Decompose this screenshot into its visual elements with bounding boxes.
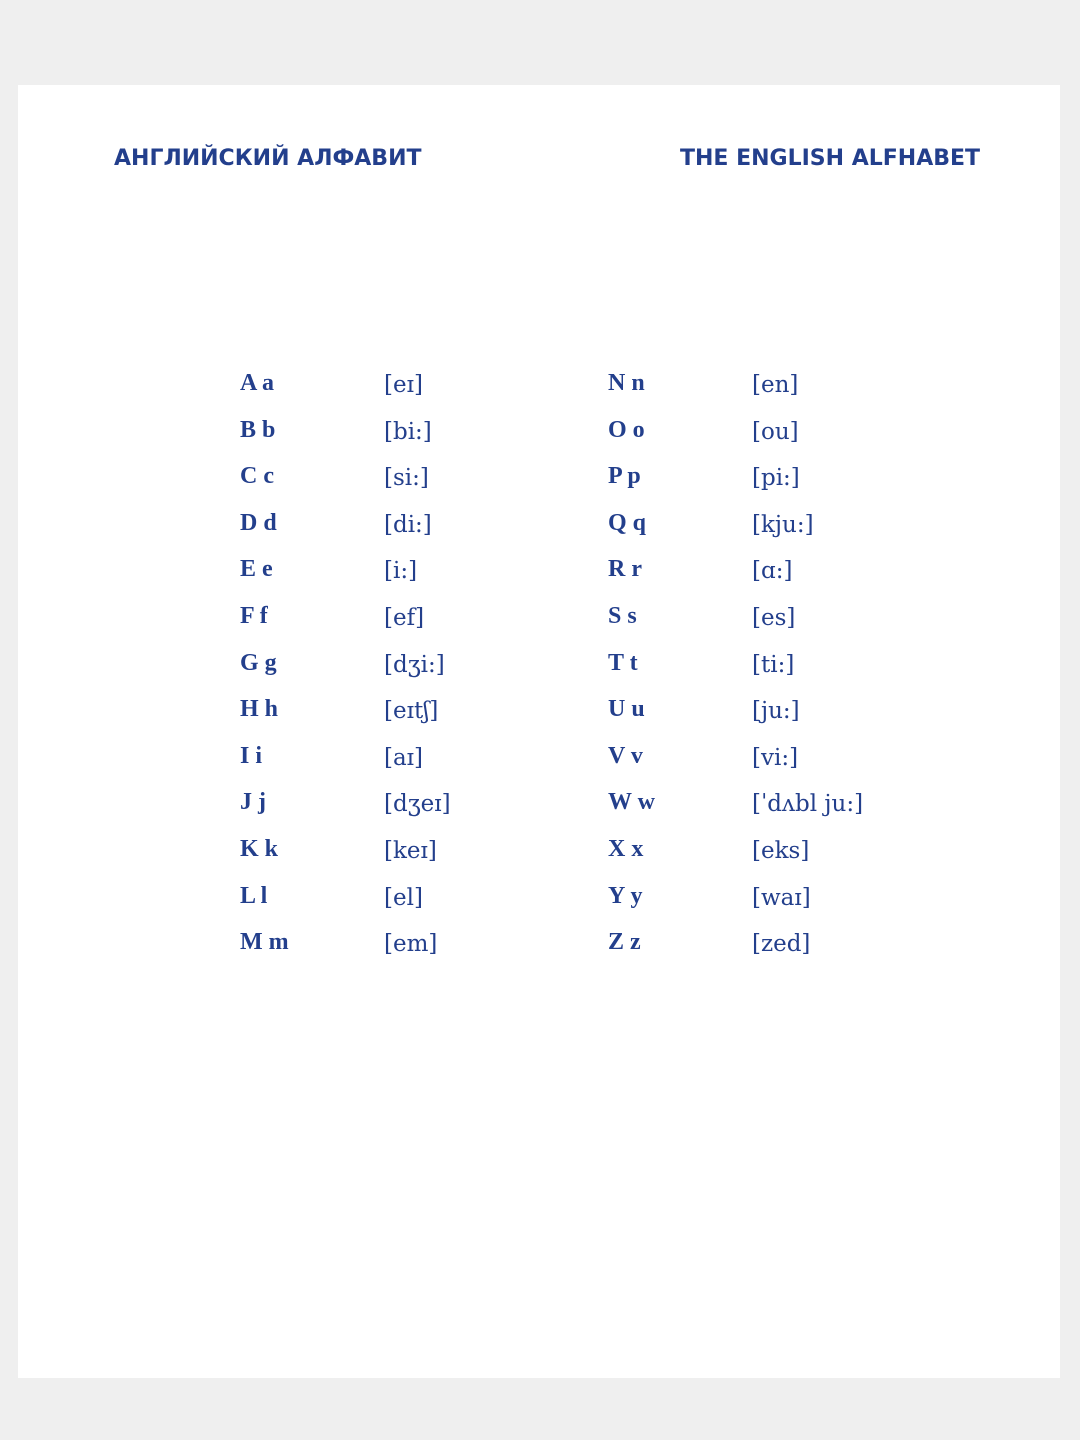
letter: D d: [240, 509, 277, 536]
letter-row-a: [240, 368, 560, 415]
letter-row-c: [240, 461, 560, 508]
letter-row-w: [608, 787, 928, 834]
transcription: [vi:]: [752, 744, 799, 771]
letter: E e: [240, 556, 273, 583]
letter-row-v: [608, 741, 928, 788]
letter: X x: [608, 835, 644, 862]
transcription: [bi:]: [384, 418, 432, 445]
letter: R r: [608, 556, 642, 583]
transcription: [aɪ]: [384, 744, 424, 771]
letter: S s: [608, 602, 637, 629]
letter-row-j: [240, 787, 560, 834]
transcription: [en]: [752, 372, 799, 398]
letter-row-k: [240, 834, 560, 881]
transcription: [di:]: [384, 511, 432, 538]
letter: O o: [608, 416, 645, 443]
letter-row-d: [240, 508, 560, 555]
alphabet-page: [18, 85, 1060, 1378]
letter-row-h: [240, 694, 560, 741]
alphabet-column-left: [240, 368, 560, 974]
letter-row-e: [240, 554, 560, 601]
letter-row-x: [608, 834, 928, 881]
transcription: [pi:]: [752, 465, 800, 492]
letter-row-g: [240, 648, 560, 695]
transcription: [zed]: [752, 931, 811, 958]
transcription: [ɑ:]: [752, 558, 793, 585]
letter: Y y: [608, 882, 643, 909]
letter-row-r: [608, 554, 928, 601]
letter-row-m: [240, 927, 560, 974]
transcription: [ju:]: [752, 698, 800, 725]
letter-row-i: [240, 741, 560, 788]
letter: B b: [240, 416, 276, 443]
letter: C c: [240, 463, 274, 490]
letter-row-f: [240, 601, 560, 648]
letter: A a: [240, 370, 275, 396]
letter: M m: [240, 929, 289, 956]
letter: I i: [240, 742, 263, 769]
transcription: [kju:]: [752, 511, 814, 538]
transcription: [em]: [384, 931, 438, 958]
letter: U u: [608, 696, 645, 723]
transcription: [eɪtʃ]: [384, 698, 439, 725]
transcription: [ef]: [384, 604, 425, 631]
transcription: [keɪ]: [384, 837, 437, 864]
transcription: [si:]: [384, 465, 429, 492]
transcription: [dʒi:]: [384, 651, 445, 678]
letter: Q q: [608, 509, 647, 536]
letter: W w: [608, 789, 655, 816]
letter-row-p: [608, 461, 928, 508]
transcription: [eks]: [752, 837, 810, 864]
alphabet-column-right: [608, 368, 928, 974]
transcription: [eɪ]: [384, 372, 423, 398]
letter: N n: [608, 370, 645, 396]
letter-row-n: [608, 368, 928, 415]
letter-row-l: [240, 881, 560, 928]
transcription: [i:]: [384, 558, 418, 585]
transcription: [el]: [384, 884, 423, 911]
letter-row-u: [608, 694, 928, 741]
letter: F f: [240, 602, 268, 629]
transcription: [waɪ]: [752, 884, 811, 911]
letter-row-t: [608, 648, 928, 695]
letter: L l: [240, 882, 268, 909]
letter: H h: [240, 696, 279, 723]
title-english: THE ENGLISH ALFHABET: [680, 146, 981, 171]
transcription: [ti:]: [752, 651, 795, 678]
transcription: [dʒeɪ]: [384, 791, 451, 818]
letter: P p: [608, 463, 641, 490]
letter-row-o: [608, 415, 928, 462]
letter-row-s: [608, 601, 928, 648]
transcription: [ou]: [752, 418, 799, 445]
letter-row-q: [608, 508, 928, 555]
letter-row-y: [608, 881, 928, 928]
letter-row-z: [608, 927, 928, 974]
letter: V v: [608, 742, 643, 769]
letter: J j: [240, 789, 266, 816]
letter-row-b: [240, 415, 560, 462]
letter: Z z: [608, 929, 641, 956]
letter: G g: [240, 649, 277, 676]
transcription: [ˈdʌbl ju:]: [752, 791, 864, 818]
letter: T t: [608, 649, 638, 676]
transcription: [es]: [752, 604, 796, 631]
title-russian: АНГЛИЙСКИЙ АЛФАВИТ: [114, 146, 422, 171]
letter: K k: [240, 835, 279, 862]
